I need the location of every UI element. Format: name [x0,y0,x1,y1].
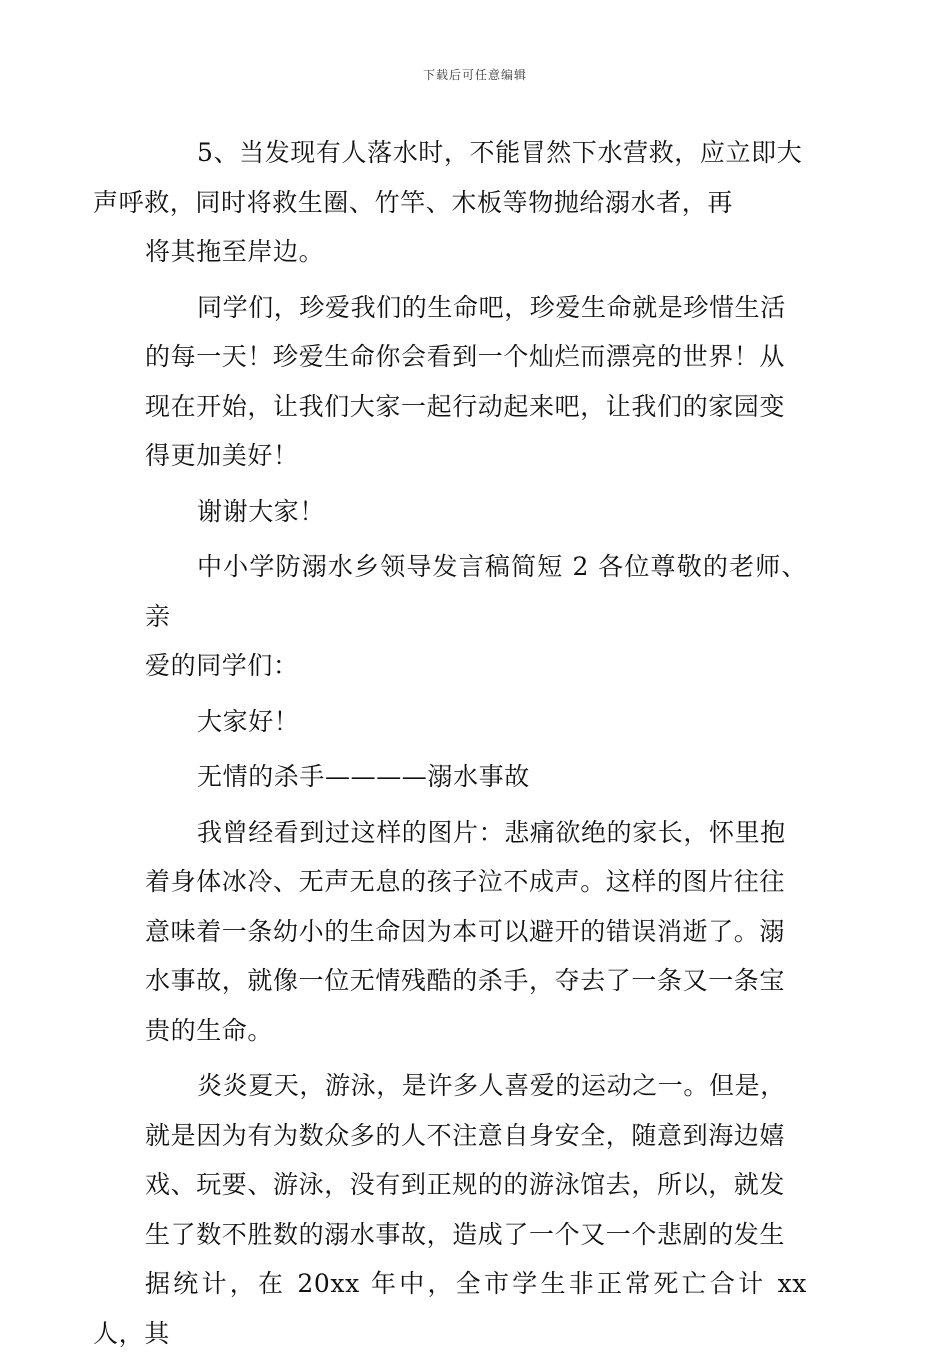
text-line: 贵的生命。 [145,1015,274,1045]
text-line: 着身体冰冷、无声无息的孩子泣不成声。这样的图片往往 [145,867,786,896]
page-header-note: 下载后可任意编辑 [422,68,527,82]
text-line: 炎炎夏天，游泳，是许多人喜爱的运动之一。但是， [197,1071,786,1100]
text-line: 5、当发现有人落水时，不能冒然下水营救，应立即大 [197,138,803,167]
paragraph-summer-swimming [93,1061,807,1358]
paragraph-speech-title [145,542,807,691]
text-line: 大家好！ [197,706,300,736]
text-line: 我曾经看到过这样的图片：悲痛欲绝的家长，怀里抱 [197,817,786,847]
text-line: 将其拖至岸边。 [145,237,325,266]
text-line: 同学们，珍爱我们的生命吧，珍爱生命就是珍惜生活 [197,292,786,322]
text-line: 谢谢大家！ [197,496,326,526]
paragraph-cherish-life [145,283,807,481]
text-line: 水事故，就像一位无情残酷的杀手，夺去了一条又一条宝 [145,966,786,995]
text-line: 无情的杀手————溺水事故 [197,762,530,791]
document-body [93,128,807,1358]
text-line: 意味着一条幼小的生命因为本可以避开的错误消逝了。溺 [145,916,786,946]
paragraph-picture-story [145,808,807,1056]
paragraph-section-heading [145,752,807,802]
paragraph-rescue-tip [93,128,807,277]
text-line: 爱的同学们： [145,651,299,680]
text-line: 的每一天！珍爱生命你会看到一个灿烂而漂亮的世界！从 [145,342,786,371]
paragraph-greeting [145,697,807,747]
text-line: 生了数不胜数的溺水事故，造成了一个又一个悲剧的发生 [145,1219,786,1249]
text-line: 声呼救，同时将救生圈、竹竿、木板等物抛给溺水者，再 [93,187,734,217]
text-line: 就是因为有为数众多的人不注意自身安全，随意到海边嬉 [145,1120,786,1150]
paragraph-thanks [145,487,807,537]
text-line: 戏、玩要、游泳，没有到正规的的游泳馆去，所以，就发 [145,1170,786,1199]
text-line: 得更加美好！ [145,441,299,470]
text-line: 据统计，在 20xx 年中，全市学生非正常死亡合计 xx 人，其 [93,1269,807,1348]
text-line: 现在开始，让我们大家一起行动起来吧，让我们的家园变 [145,391,786,421]
text-line: 中小学防溺水乡领导发言稿简短 2 各位尊敬的老师、亲 [145,552,807,631]
